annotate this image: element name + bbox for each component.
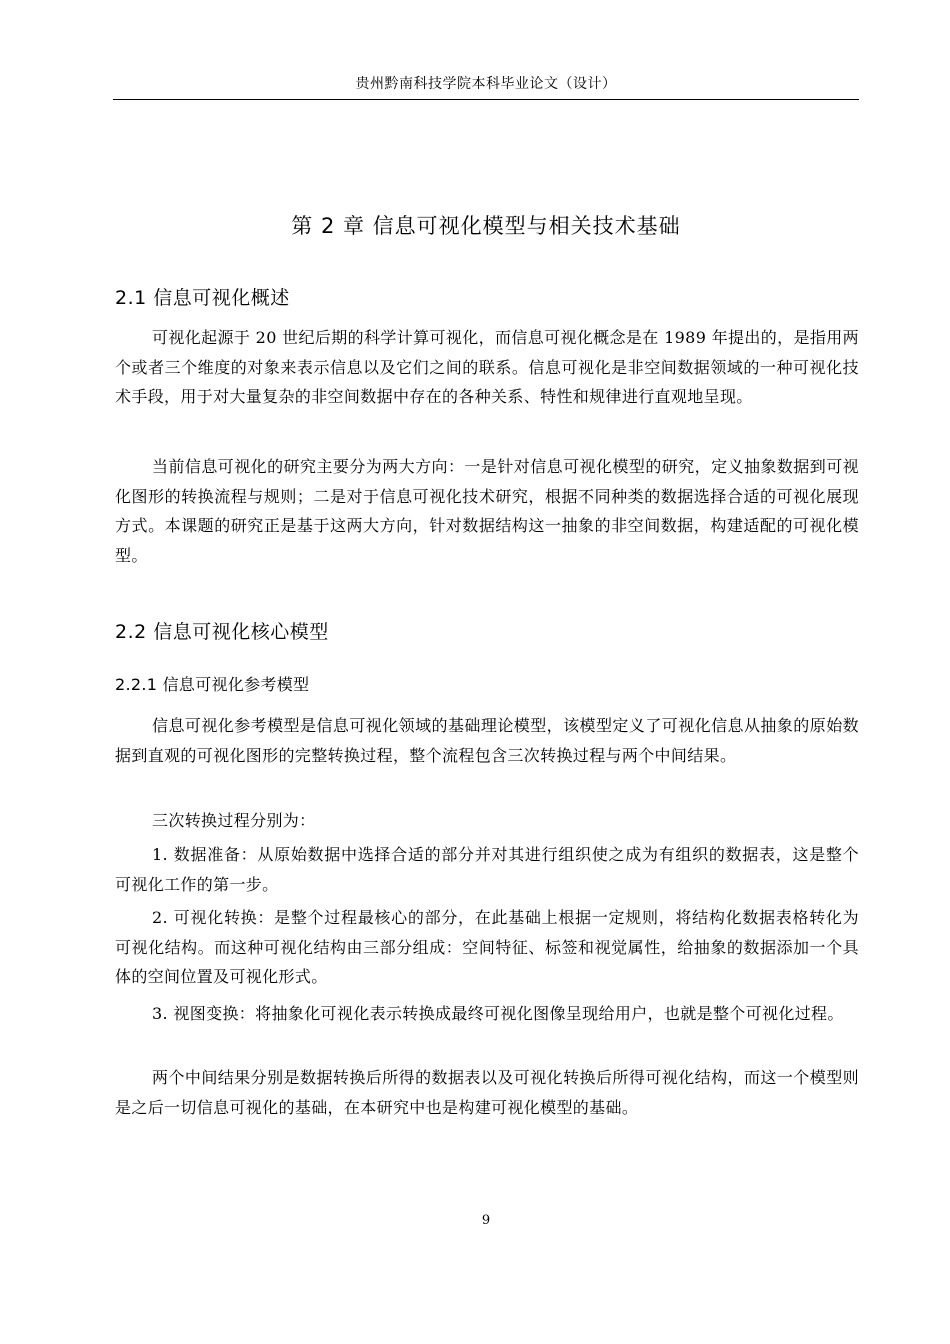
list-item: 1. 数据准备：从原始数据中选择合适的部分并对其进行组织使之成为有组织的数据表，这是整个可视化工作的第一步。 <box>115 845 859 894</box>
section-heading-2-2: 2.2 信息可视化核心模型 <box>115 621 329 643</box>
subsection-heading-2-2-1: 2.2.1 信息可视化参考模型 <box>115 675 310 694</box>
running-header: 贵州黔南科技学院本科毕业论文（设计） <box>355 76 617 92</box>
paragraph: 三次转换过程分别为： <box>152 811 316 830</box>
paragraph: 两个中间结果分别是数据转换后所得的数据表以及可视化转换后所得可视化结构，而这一个模型则是之后一切信息可视化的基础，在本研究中也是构建可视化模型的基础。 <box>115 1068 859 1117</box>
header-rule <box>113 99 859 100</box>
paragraph: 信息可视化参考模型是信息可视化领域的基础理论模型，该模型定义了可视化信息从抽象的原始数据到直观的可视化图形的完整转换过程，整个流程包含三次转换过程与两个中间结果。 <box>115 716 859 765</box>
paragraph: 当前信息可视化的研究主要分为两大方向：一是针对信息可视化模型的研究，定义抽象数据到可视化图形的转换流程与规则；二是对于信息可视化技术研究，根据不同种类的数据选择合适的可视化展现方式。本课题的研究正是基于这两大方向，针对数据结构这一抽象的非空间数据，构建适配的可视化模型。 <box>115 457 859 565</box>
paragraph: 可视化起源于 20 世纪后期的科学计算可视化，而信息可视化概念是在 1989 年提出的，是指用两个或者三个维度的对象来表示信息以及它们之间的联系。信息可视化是非空间数据领域的一种可视化技术手段，用于对大量复杂的非空间数据中存在的各种关系、特性和规律进行直观地呈现。 <box>115 328 859 406</box>
list-item: 2. 可视化转换：是整个过程最核心的部分，在此基础上根据一定规则，将结构化数据表格转化为可视化结构。而这种可视化结构由三部分组成：空间特征、标签和视觉属性，给抽象的数据添加一个具体的空间位置及可视化形式。 <box>115 908 859 986</box>
chapter-title: 第 2 章 信息可视化模型与相关技术基础 <box>291 214 681 238</box>
list-item: 3. 视图变换：将抽象化可视化表示转换成最终可视化图像呈现给用户，也就是整个可视化过程。 <box>152 1004 844 1023</box>
section-heading-2-1: 2.1 信息可视化概述 <box>115 287 290 309</box>
page-number: 9 <box>481 1213 491 1228</box>
